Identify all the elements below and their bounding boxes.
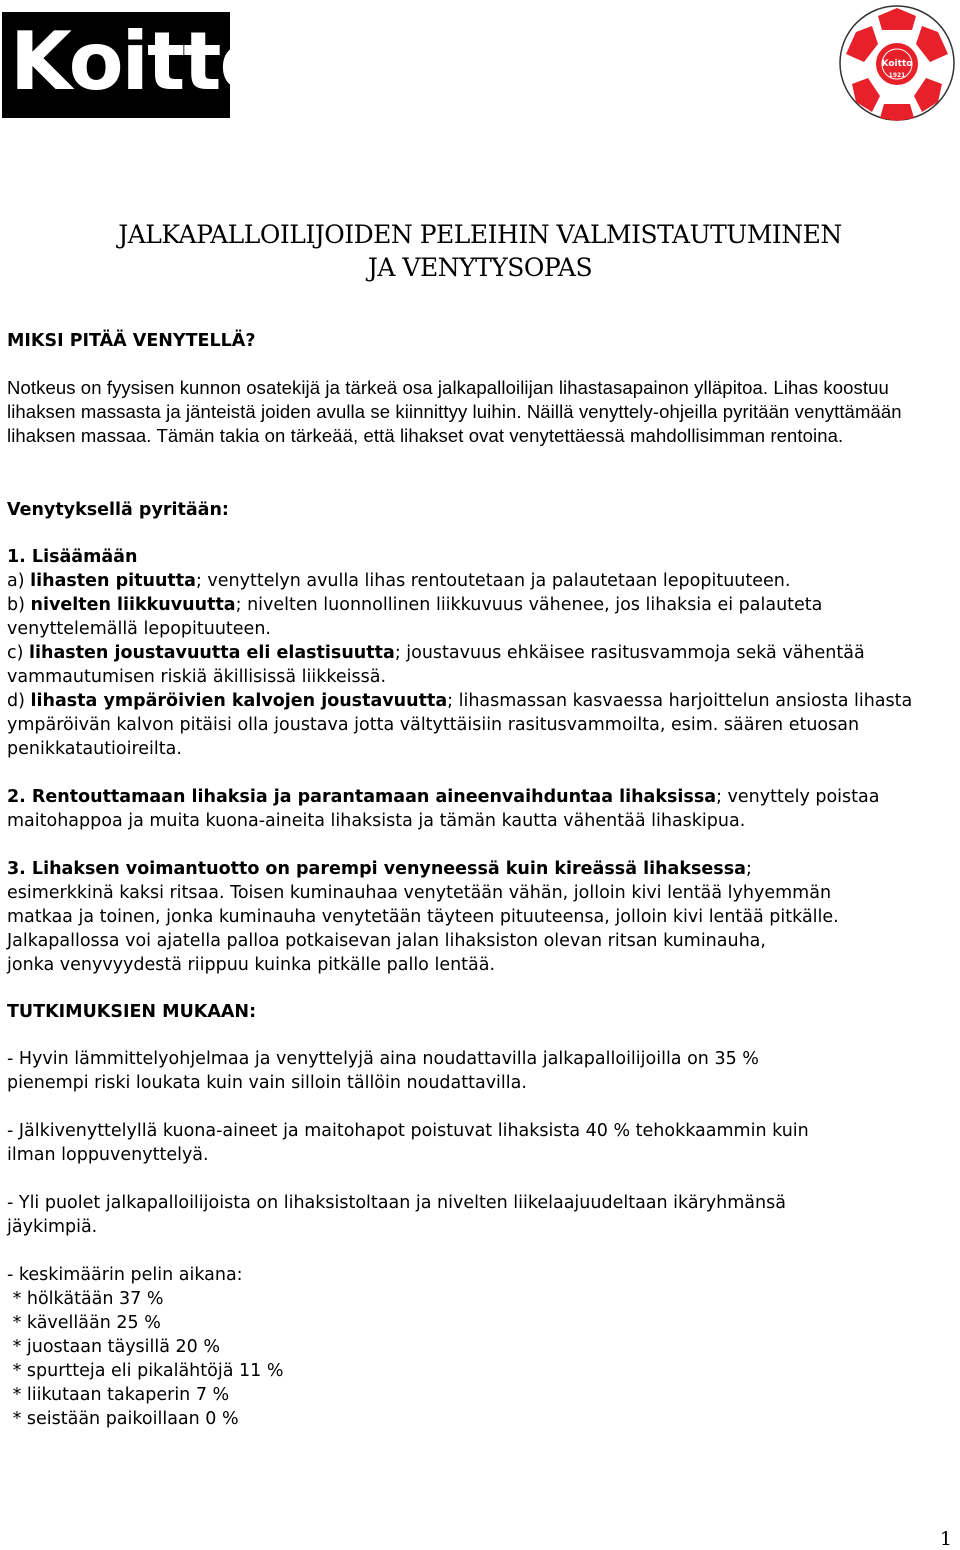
goal-3-line-5: jonka venyvyydestä riippuu kuinka pitkälle pallo lentää. bbox=[7, 955, 496, 975]
goal-3-line-3: matkaa ja toinen, jonka kuminauha venytetään täyteen pituuteensa, jolloin kivi lentää pitkälle. bbox=[7, 907, 839, 927]
goal-2-bold: 2. Rentouttamaan lihaksia ja parantamaan aineenvaihduntaa lihaksissa bbox=[7, 787, 717, 807]
goals-heading-text: Venytyksellä pyritään: bbox=[7, 500, 229, 520]
goal-1-b-prefix: b) bbox=[7, 595, 31, 615]
research-point-1-line-2: pienempi riski loukata kuin vain silloin tällöin noudattavilla. bbox=[7, 1073, 527, 1093]
goal-1-heading bbox=[7, 545, 952, 569]
research-heading bbox=[7, 1000, 952, 1024]
goal-2 bbox=[7, 785, 952, 833]
document-title bbox=[0, 218, 960, 284]
koitto-logo bbox=[2, 12, 273, 118]
page-number: 1 bbox=[939, 1528, 952, 1550]
ball-year: 1921 bbox=[888, 72, 906, 79]
list-item: * spurtteja eli pikalähtöjä 11 % bbox=[7, 1361, 284, 1381]
research-point-3-line-1: - Yli puolet jalkapalloilijoista on lihaksistoltaan ja nivelten liikelaajuudeltaan ikäryhmänsä bbox=[7, 1193, 786, 1213]
research-heading-text: TUTKIMUKSIEN MUKAAN: bbox=[7, 1002, 257, 1022]
goal-1-heading-text: 1. Lisäämään bbox=[7, 547, 138, 567]
goal-1-b-bold: nivelten liikkuvuutta bbox=[30, 595, 236, 615]
list-item: * liikutaan takaperin 7 % bbox=[7, 1385, 230, 1405]
title-line-1: JALKAPALLOILIJOIDEN PELEIHIN VALMISTAUTUMINEN bbox=[118, 220, 842, 249]
game-time-list-heading: - keskimäärin pelin aikana: bbox=[7, 1265, 243, 1285]
goals-heading bbox=[7, 498, 952, 522]
research-point-2-line-2: ilman loppuvenyttelyä. bbox=[7, 1145, 209, 1165]
goal-3-semicolon: ; bbox=[745, 859, 752, 879]
list-item: * seistään paikoillaan 0 % bbox=[7, 1409, 239, 1429]
goal-1-b bbox=[7, 593, 952, 641]
list-item: * juostaan täysillä 20 % bbox=[7, 1337, 221, 1357]
logo-text: Koitto bbox=[10, 15, 273, 108]
game-time-list bbox=[7, 1263, 952, 1431]
goal-1-d-bold: lihasta ympäröivien kalvojen joustavuutta bbox=[30, 691, 448, 711]
list-item: * hölkätään 37 % bbox=[7, 1289, 164, 1309]
goal-3-line-4: Jalkapallossa voi ajatella palloa potkaisevan jalan lihaksiston olevan ritsan kuminauha, bbox=[7, 931, 766, 951]
why-heading: MIKSI PITÄÄ VENYTELLÄ? bbox=[7, 331, 256, 351]
research-point-3-line-2: jäykimpiä. bbox=[7, 1217, 98, 1237]
why-paragraph: Notkeus on fyysisen kunnon osatekijä ja tärkeä osa jalkapalloilijan lihastasapainon ylläpitoa. Lihas koostuu lihaksen massasta ja jänteistä joiden avulla se kiinnittyy luihin. Näillä venyttely-ohjeilla pyritään venyttämään lihaksen massaa. Tämän takia on tärkeää, että lihakset ovat venytettäessä mahdollisimman rentoina. bbox=[7, 377, 902, 446]
research-point-3 bbox=[7, 1191, 952, 1239]
football-crest-icon bbox=[838, 4, 956, 122]
goal-1-d-prefix: d) bbox=[7, 691, 31, 711]
goal-1-a-text: ; venyttelyn avulla lihas rentoutetaan ja palautetaan lepopituuteen. bbox=[195, 571, 791, 591]
research-point-1 bbox=[7, 1047, 952, 1095]
goal-1-c-bold: lihasten joustavuutta eli elastisuutta bbox=[29, 643, 395, 663]
goal-1-c-text: ; joustavuus ehkäisee rasitusvammoja sekä vähentää vammautumisen riskiä äkillisissä liikkeissä. bbox=[7, 643, 865, 687]
goal-3-line-2: esimerkkinä kaksi ritsaa. Toisen kuminauhaa venytetään vähän, jolloin kivi lentää lyhyemmän bbox=[7, 883, 832, 903]
ball-text: Koitto bbox=[881, 59, 913, 69]
goal-1-d-text: ; lihasmassan kasvaessa harjoittelun ansiosta lihasta ympäröivän kalvon pitäisi olla joustava jotta vältyttäisiin rasitusvammoilta, esim. säären etuosan penikkatautioireilta. bbox=[7, 691, 913, 759]
title-line-2: JA VENYTYSOPAS bbox=[367, 253, 593, 282]
goal-1-b-text: ; nivelten luonnollinen liikkuvuus vähenee, jos lihaksia ei palauteta venyttelemällä lepopituuteen. bbox=[7, 595, 823, 639]
list-item: * kävellään 25 % bbox=[7, 1313, 161, 1333]
goal-2-text: ; venyttely poistaa maitohappoa ja muita kuona-aineita lihaksista ja tämän kautta vähentää lihaskipua. bbox=[7, 787, 880, 831]
goal-3 bbox=[7, 857, 952, 977]
research-point-2-line-1: - Jälkivenyttelyllä kuona-aineet ja maitohapot poistuvat lihaksista 40 % tehokkaammin kuin bbox=[7, 1121, 809, 1141]
goal-1-a bbox=[7, 569, 952, 593]
research-point-1-line-1: - Hyvin lämmittelyohjelmaa ja venyttelyjä aina noudattavilla jalkapalloilijoilla on 35 % bbox=[7, 1049, 759, 1069]
goal-1-a-bold: lihasten pituutta bbox=[30, 571, 196, 591]
goal-1-d bbox=[7, 689, 952, 761]
goal-3-bold: 3. Lihaksen voimantuotto on parempi venyneessä kuin kireässä lihaksessa bbox=[7, 859, 746, 879]
goal-1-c-prefix: c) bbox=[7, 643, 30, 663]
goal-1-c bbox=[7, 641, 952, 689]
goal-1-a-prefix: a) bbox=[7, 571, 31, 591]
research-point-2 bbox=[7, 1119, 952, 1167]
